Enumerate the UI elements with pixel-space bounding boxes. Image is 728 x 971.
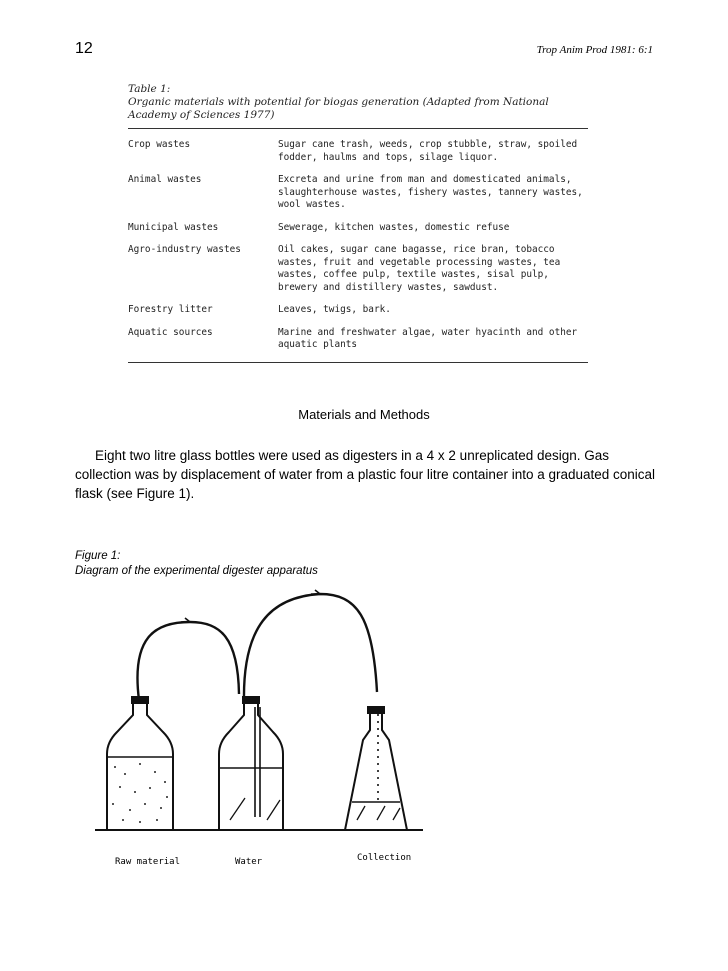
- apparatus-diagram: [95, 582, 435, 877]
- table-cell-category: Agro-industry wastes: [128, 244, 241, 255]
- table-row: [128, 244, 588, 294]
- raw-material-bottle: [107, 702, 173, 830]
- table-cell-items: Oil cakes, sugar cane bagasse, rice bran, tobacco wastes, fruit and vegetable processing wastes, tea wastes, coffee pulp, textile wastes, sisal pulp, brewery and distillery wastes, sawdust.: [278, 244, 561, 293]
- collection-label: Collection: [357, 853, 412, 863]
- table-cell-items: Leaves, twigs, bark.: [278, 304, 391, 315]
- table-row: [128, 174, 588, 212]
- table-body: [128, 139, 588, 352]
- table-cell-items: Sugar cane trash, weeds, crop stubble, straw, spoiled fodder, haulms and tops, silage liquor.: [278, 139, 578, 163]
- page-number: 12: [75, 40, 93, 57]
- table-label: Table 1:: [128, 83, 171, 95]
- table-cell-category: Crop wastes: [128, 139, 191, 150]
- table-row: [128, 139, 588, 164]
- flow-arrow-2: [311, 590, 320, 594]
- table-cell-items: Marine and freshwater algae, water hyacinth and other aquatic plants: [278, 326, 578, 350]
- section-heading: Materials and Methods: [298, 407, 430, 422]
- table-1: [128, 83, 588, 363]
- table-bottom-rule: [128, 362, 588, 363]
- table-title: Organic materials with potential for biogas generation (Adapted from National Academy of Sciences 1977): [128, 96, 549, 121]
- figure-caption-text: Diagram of the experimental digester apparatus: [75, 565, 318, 577]
- table-row: [128, 304, 588, 317]
- water-label: Water: [235, 857, 263, 867]
- table-cell-category: Animal wastes: [128, 174, 202, 185]
- table-cell-category: Aquatic sources: [128, 326, 213, 338]
- hose-1: [137, 622, 239, 700]
- figure-caption: [75, 549, 318, 579]
- flow-arrow-1: [181, 618, 190, 622]
- table-cell-items: Sewerage, kitchen wastes, domestic refuse: [278, 221, 510, 233]
- figure-label: Figure 1:: [75, 550, 121, 562]
- table-cell-category: Forestry litter: [128, 304, 213, 315]
- table-row: [128, 222, 588, 235]
- table-top-rule: [128, 128, 588, 129]
- raw-material-label: Raw material: [115, 857, 181, 867]
- table-cell-items: Excreta and urine from man and domesticated animals, slaughterhouse wastes, fishery wastes, tannery wastes, wool wastes.: [278, 174, 583, 210]
- apparatus-svg: [95, 582, 435, 872]
- journal-citation: Trop Anim Prod 1981: 6:1: [536, 44, 653, 56]
- body-paragraph: Eight two litre glass bottles were used as digesters in a 4 x 2 unreplicated design. Gas collection was by displacement of water from a plastic four litre container into a graduated conical flask (see Figure 1).: [75, 448, 656, 501]
- table-caption: [128, 83, 588, 122]
- table-row: [128, 327, 588, 352]
- hose-2: [244, 594, 377, 700]
- table-cell-category: Municipal wastes: [128, 221, 219, 233]
